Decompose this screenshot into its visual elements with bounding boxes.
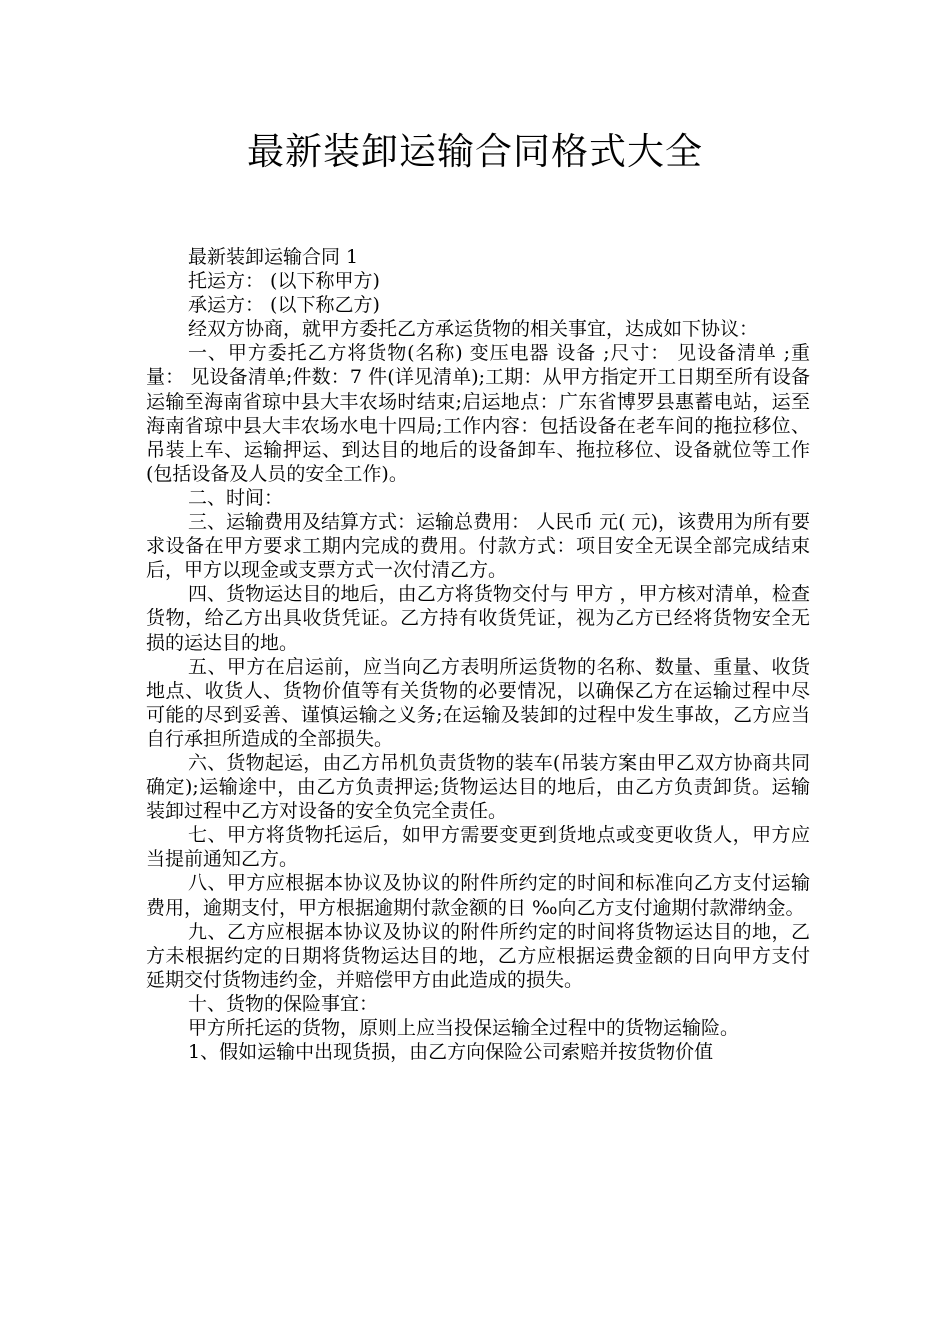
paragraph-clause-6: 六、货物起运，由乙方吊机负责货物的装车(吊装方案由甲乙双方协商共同确定);运输途中，由乙方负责押运;货物运达目的地后，由乙方负责卸货。运输装卸过程中乙方对设备的安全负完全责任。 — [146, 751, 810, 823]
paragraph-clause-4: 四、货物运达目的地后，由乙方将货物交付与 甲方 ，甲方核对清单，检查货物，给乙方出具收货凭证。乙方持有收货凭证，视为乙方已经将货物安全无损的运达目的地。 — [146, 583, 810, 654]
paragraph-clause-7: 七、甲方将货物托运后，如甲方需要变更到货地点或变更收货人，甲方应当提前通知乙方。 — [146, 824, 810, 871]
paragraph-insurance-item-1: 1、假如运输中出现货损，由乙方向保险公司索赔并按货物价值 — [188, 1041, 714, 1064]
paragraph-shipper: 托运方： (以下称甲方) — [188, 270, 380, 293]
paragraph-contract-heading: 最新装卸运输合同 1 — [188, 246, 359, 268]
paragraph-clause-1: 一、甲方委托乙方将货物(名称) 变压电器 设备 ;尺寸： 见设备清单 ;重量： 见设备清单;件数：7 件(详见清单);工期：从甲方指定开工日期至所有设备运输至海南省琼中县大丰农场时结束;启运地点：广东省博罗县惠蓄电站，运至海南省琼中县大丰农场水电十四局;工作内容：包括设备在老车间的拖拉移位、吊装上车、运输押运、到达目的地后的设备卸车、拖拉移位、设备就位等工作(包括设备及人员的安全工作)。 — [146, 342, 810, 485]
paragraph-preamble: 经双方协商，就甲方委托乙方承运货物的相关事宜，达成如下协议： — [188, 318, 759, 341]
paragraph-clause-3: 三、运输费用及结算方式：运输总费用： 人民币 元( 元)，该费用为所有要求设备在甲方要求工期内完成的费用。付款方式：项目安全无误全部完成结束后，甲方以现金或支票方式一次付清乙方。 — [146, 511, 810, 582]
paragraph-clause-8: 八、甲方应根据本协议及协议的附件所约定的时间和标准向乙方支付运输费用，逾期支付，甲方根据逾期付款金额的日 ‰向乙方支付逾期付款滞纳金。 — [146, 872, 810, 919]
paragraph-insurance: 甲方所托运的货物，原则上应当投保运输全过程中的货物运输险。 — [188, 1017, 740, 1039]
paragraph-clause-2: 二、时间： — [188, 486, 284, 509]
paragraph-clause-9: 九、乙方应根据本协议及协议的附件所约定的时间将货物运达目的地，乙方未根据约定的日期将货物运达目的地，乙方应根据运费金额的日向甲方支付延期交付货物违约金，并赔偿甲方由此造成的损失。 — [146, 920, 810, 991]
document-body — [146, 245, 810, 1064]
paragraph-clause-5: 五、甲方在启运前，应当向乙方表明所运货物的名称、数量、重量、收货地点、收货人、货物价值等有关货物的必要情况，以确保乙方在运输过程中尽可能的尽到妥善、谨慎运输之义务;在运输及装卸的过程中发生事故，乙方应当自行承担所造成的全部损失。 — [146, 655, 810, 750]
paragraph-carrier: 承运方： (以下称乙方) — [188, 294, 380, 317]
document-title: 最新装卸运输合同格式大全 — [247, 130, 703, 173]
paragraph-clause-10: 十、货物的保险事宜： — [188, 992, 379, 1015]
